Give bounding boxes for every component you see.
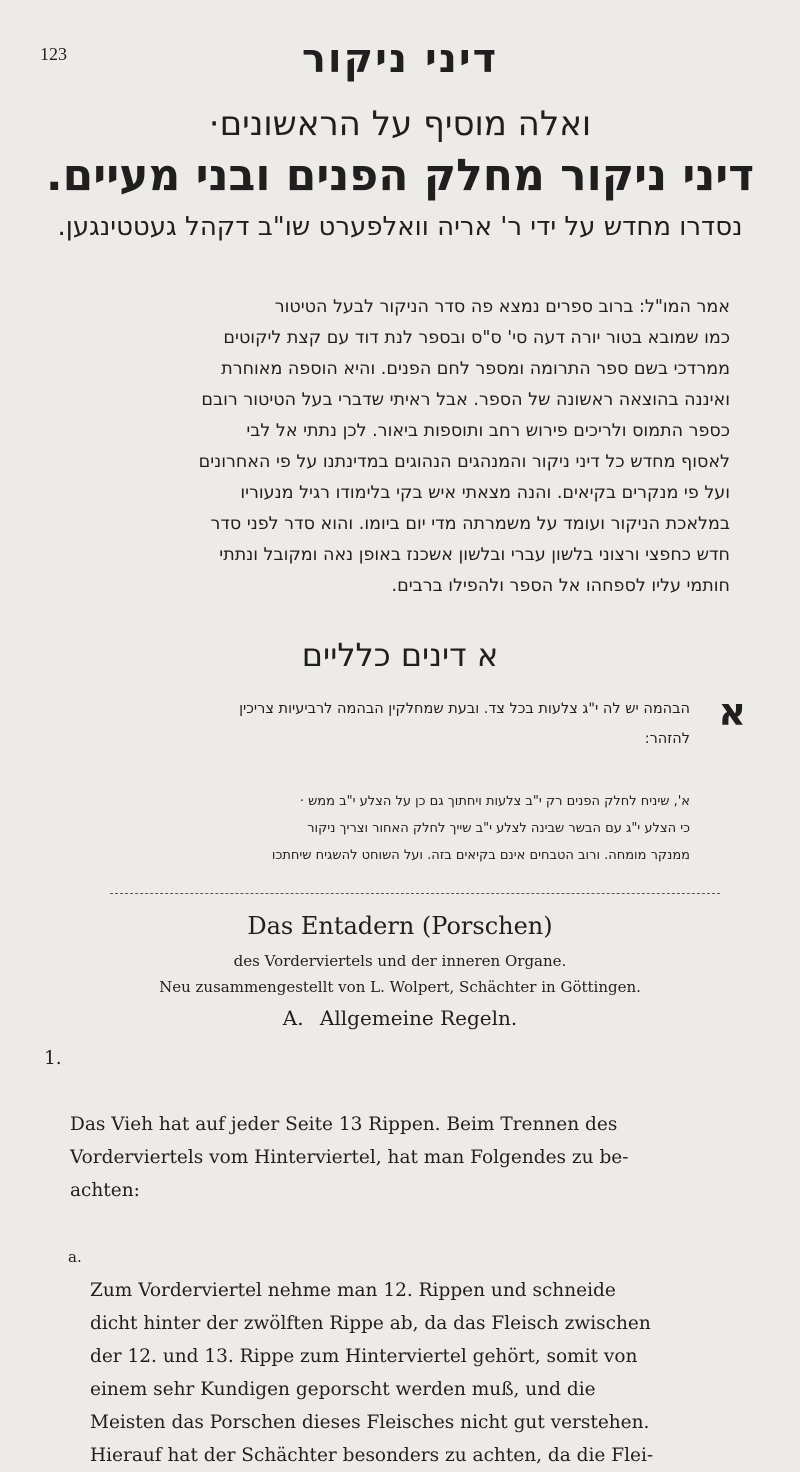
hebrew-intro-line: ואלה מוסיף על הראשונים·: [208, 104, 592, 144]
german-title: Das Entadern (Porschen): [247, 912, 553, 940]
german-section-title: Allgemeine Regeln.: [319, 1006, 518, 1030]
hebrew-publisher-note: אמר המו"ל: ברוב ספרים נמצא פה סדר הניקור לבעל הטיטור כמו שמובא בטור יורה דעה סי' ס"ס ובספר לנת דוד עם קצת ליקוטים ממרדכי בשם ספר התרומה ומספר לחם הפנים. והיא הוספה מאוחרת ואיננה בהוצאה ראשונה של הספר. אבל ראיתי שדברי בעל הטיטור רובם כספר התמוס ולריכים פירוש רחב ותוספות ביאור. לכן נתתי אל לבי לאסוף מחדש כל דיני ניקור והמנהגים הנהוגים במדינתנו על פי האחרונים ועל פי מנקרים בקיאים. והנה מצאתי איש בקי בלימודו רגיל מנעוריו במלאכת הניקור ועומד על משמרתה מדי יום ביומו. והוא סדר לפני סדר חדש כחפצי ורצוני בלשון עברי ובלשון אשכנז באופן נאה ומקובל ונתתי חותמי עליו לספחהו אל הספר ולהפילו ברבים.: [198, 297, 730, 596]
hebrew-section-heading: א דינים כלליים: [301, 636, 499, 674]
hebrew-rule-letter: א: [718, 690, 746, 734]
german-body: [44, 1042, 746, 1472]
german-subtitle: des Vorderviertels und der inneren Organe.: [233, 952, 567, 970]
hebrew-credit: נסדרו מחדש על ידי ר' אריה וואלפערט שו"ב דקהל געטטינגען.: [57, 212, 743, 242]
german-rule-item: [44, 1042, 746, 1207]
running-title: דיני ניקור: [301, 36, 499, 82]
german-author-line: Neu zusammengestellt von L. Wolpert, Schächter in Göttingen.: [159, 978, 641, 996]
german-sub-marker: a.: [68, 1248, 82, 1266]
german-item-number: 1.: [44, 1048, 62, 1069]
page-number: 123: [40, 44, 67, 64]
german-item-text: Das Vieh hat auf jeder Seite 13 Rippen. Beim Trennen des Vorderviertels vom Hinterviertel, hat man Folgendes zu be- achten:: [70, 1114, 629, 1201]
hebrew-rule-text: הבהמה יש לה י"ג צלעות בכל צד. ובעת שמחלקין הבהמה לרביעיות צריכין להזהר:: [239, 701, 690, 747]
hebrew-rule-note: א', שיניח לחלק הפנים רק י"ב צלעות ויחתוך גם כן על הצלע י"ב ממש · כי הצלע י"ג עם הבשר שבינה לצלע י"ב שייך לחלק האחור וצריך ניקור ממנקר מומחה. ורוב הטבחים אינם בקיאים בזה. ועל השוחט להשגיח שיחתכו: [271, 794, 690, 863]
german-section-letter: A.: [282, 1006, 304, 1030]
german-sub-text: Zum Vorderviertel nehme man 12. Rippen und schneide dicht hinter der zwölften Rippe ab, da das Fleisch zwischen der 12. und 13. Rippe zum Hinterviertel gehört, somit von einem sehr Kundigen geporscht werden muß, und die Meisten das Porschen dieses Fleisches nicht gut verstehen. Hierauf hat der Schächter besonders zu achten, da die Flei-: [90, 1280, 654, 1466]
hebrew-title: דיני ניקור מחלק הפנים ובני מעיים.: [45, 150, 755, 201]
german-section-heading: [0, 1006, 800, 1030]
section-divider: [110, 893, 720, 894]
german-sub-item: [44, 1207, 746, 1472]
